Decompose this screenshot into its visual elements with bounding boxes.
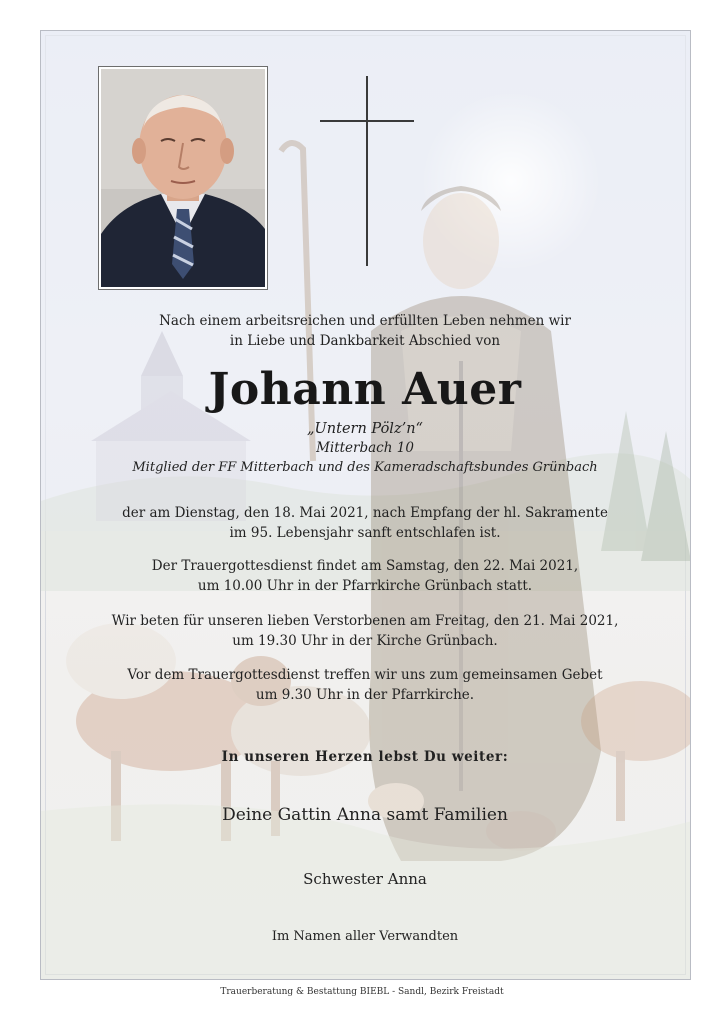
prayer-line-1: Wir beten für unseren lieben Verstorbenen am Freitag, den 21. Mai 2021, — [111, 613, 619, 629]
portrait-photo — [98, 66, 268, 290]
death-notice — [100, 503, 630, 543]
funeral-notice — [100, 556, 630, 596]
gathering-notice — [100, 665, 630, 705]
deceased-details — [100, 420, 630, 477]
funeral-line-2: um 10.00 Uhr in der Pfarrkirche Grünbach statt. — [197, 578, 533, 594]
mourner-spouse: Deine Gattin Anna samt Familien — [222, 805, 508, 825]
intro-line-1: Nach einem arbeitsreichen und erfüllten Leben nehmen wir — [159, 313, 571, 329]
membership: Mitglied der FF Mitterbach und des Kameradschaftsbundes Grünbach — [132, 460, 598, 475]
gathering-line-1: Vor dem Trauergottesdienst treffen wir uns zum gemeinsamen Gebet — [127, 667, 603, 683]
mourner-sister: Schwester Anna — [303, 870, 427, 888]
deceased-name: Johann Auer — [208, 364, 522, 415]
death-line-2: im 95. Lebensjahr sanft entschlafen ist. — [229, 525, 501, 541]
death-line-1: der am Dienstag, den 18. Mai 2021, nach Empfang der hl. Sakramente — [122, 505, 608, 521]
footer-undertaker: Trauerberatung & Bestattung BIEBL - Sandl, Bezirk Freistadt — [220, 987, 504, 997]
prayer-line-2: um 19.30 Uhr in der Kirche Grünbach. — [232, 633, 498, 649]
funeral-line-1: Der Trauergottesdienst findet am Samstag, den 22. Mai 2021, — [151, 558, 579, 574]
motto: In unseren Herzen lebst Du weiter: — [221, 749, 509, 765]
portrait-image — [101, 69, 265, 287]
intro-line-2: in Liebe und Dankbarkeit Abschied von — [229, 333, 501, 349]
prayer-notice — [100, 611, 630, 651]
cross-icon — [320, 76, 414, 266]
mourner-relatives: Im Namen aller Verwandten — [271, 929, 459, 944]
intro-text — [100, 311, 630, 351]
address: Mitterbach 10 — [316, 440, 414, 456]
gathering-line-2: um 9.30 Uhr in der Pfarrkirche. — [255, 687, 475, 703]
nickname: „Untern Pölz’n“ — [307, 421, 423, 437]
